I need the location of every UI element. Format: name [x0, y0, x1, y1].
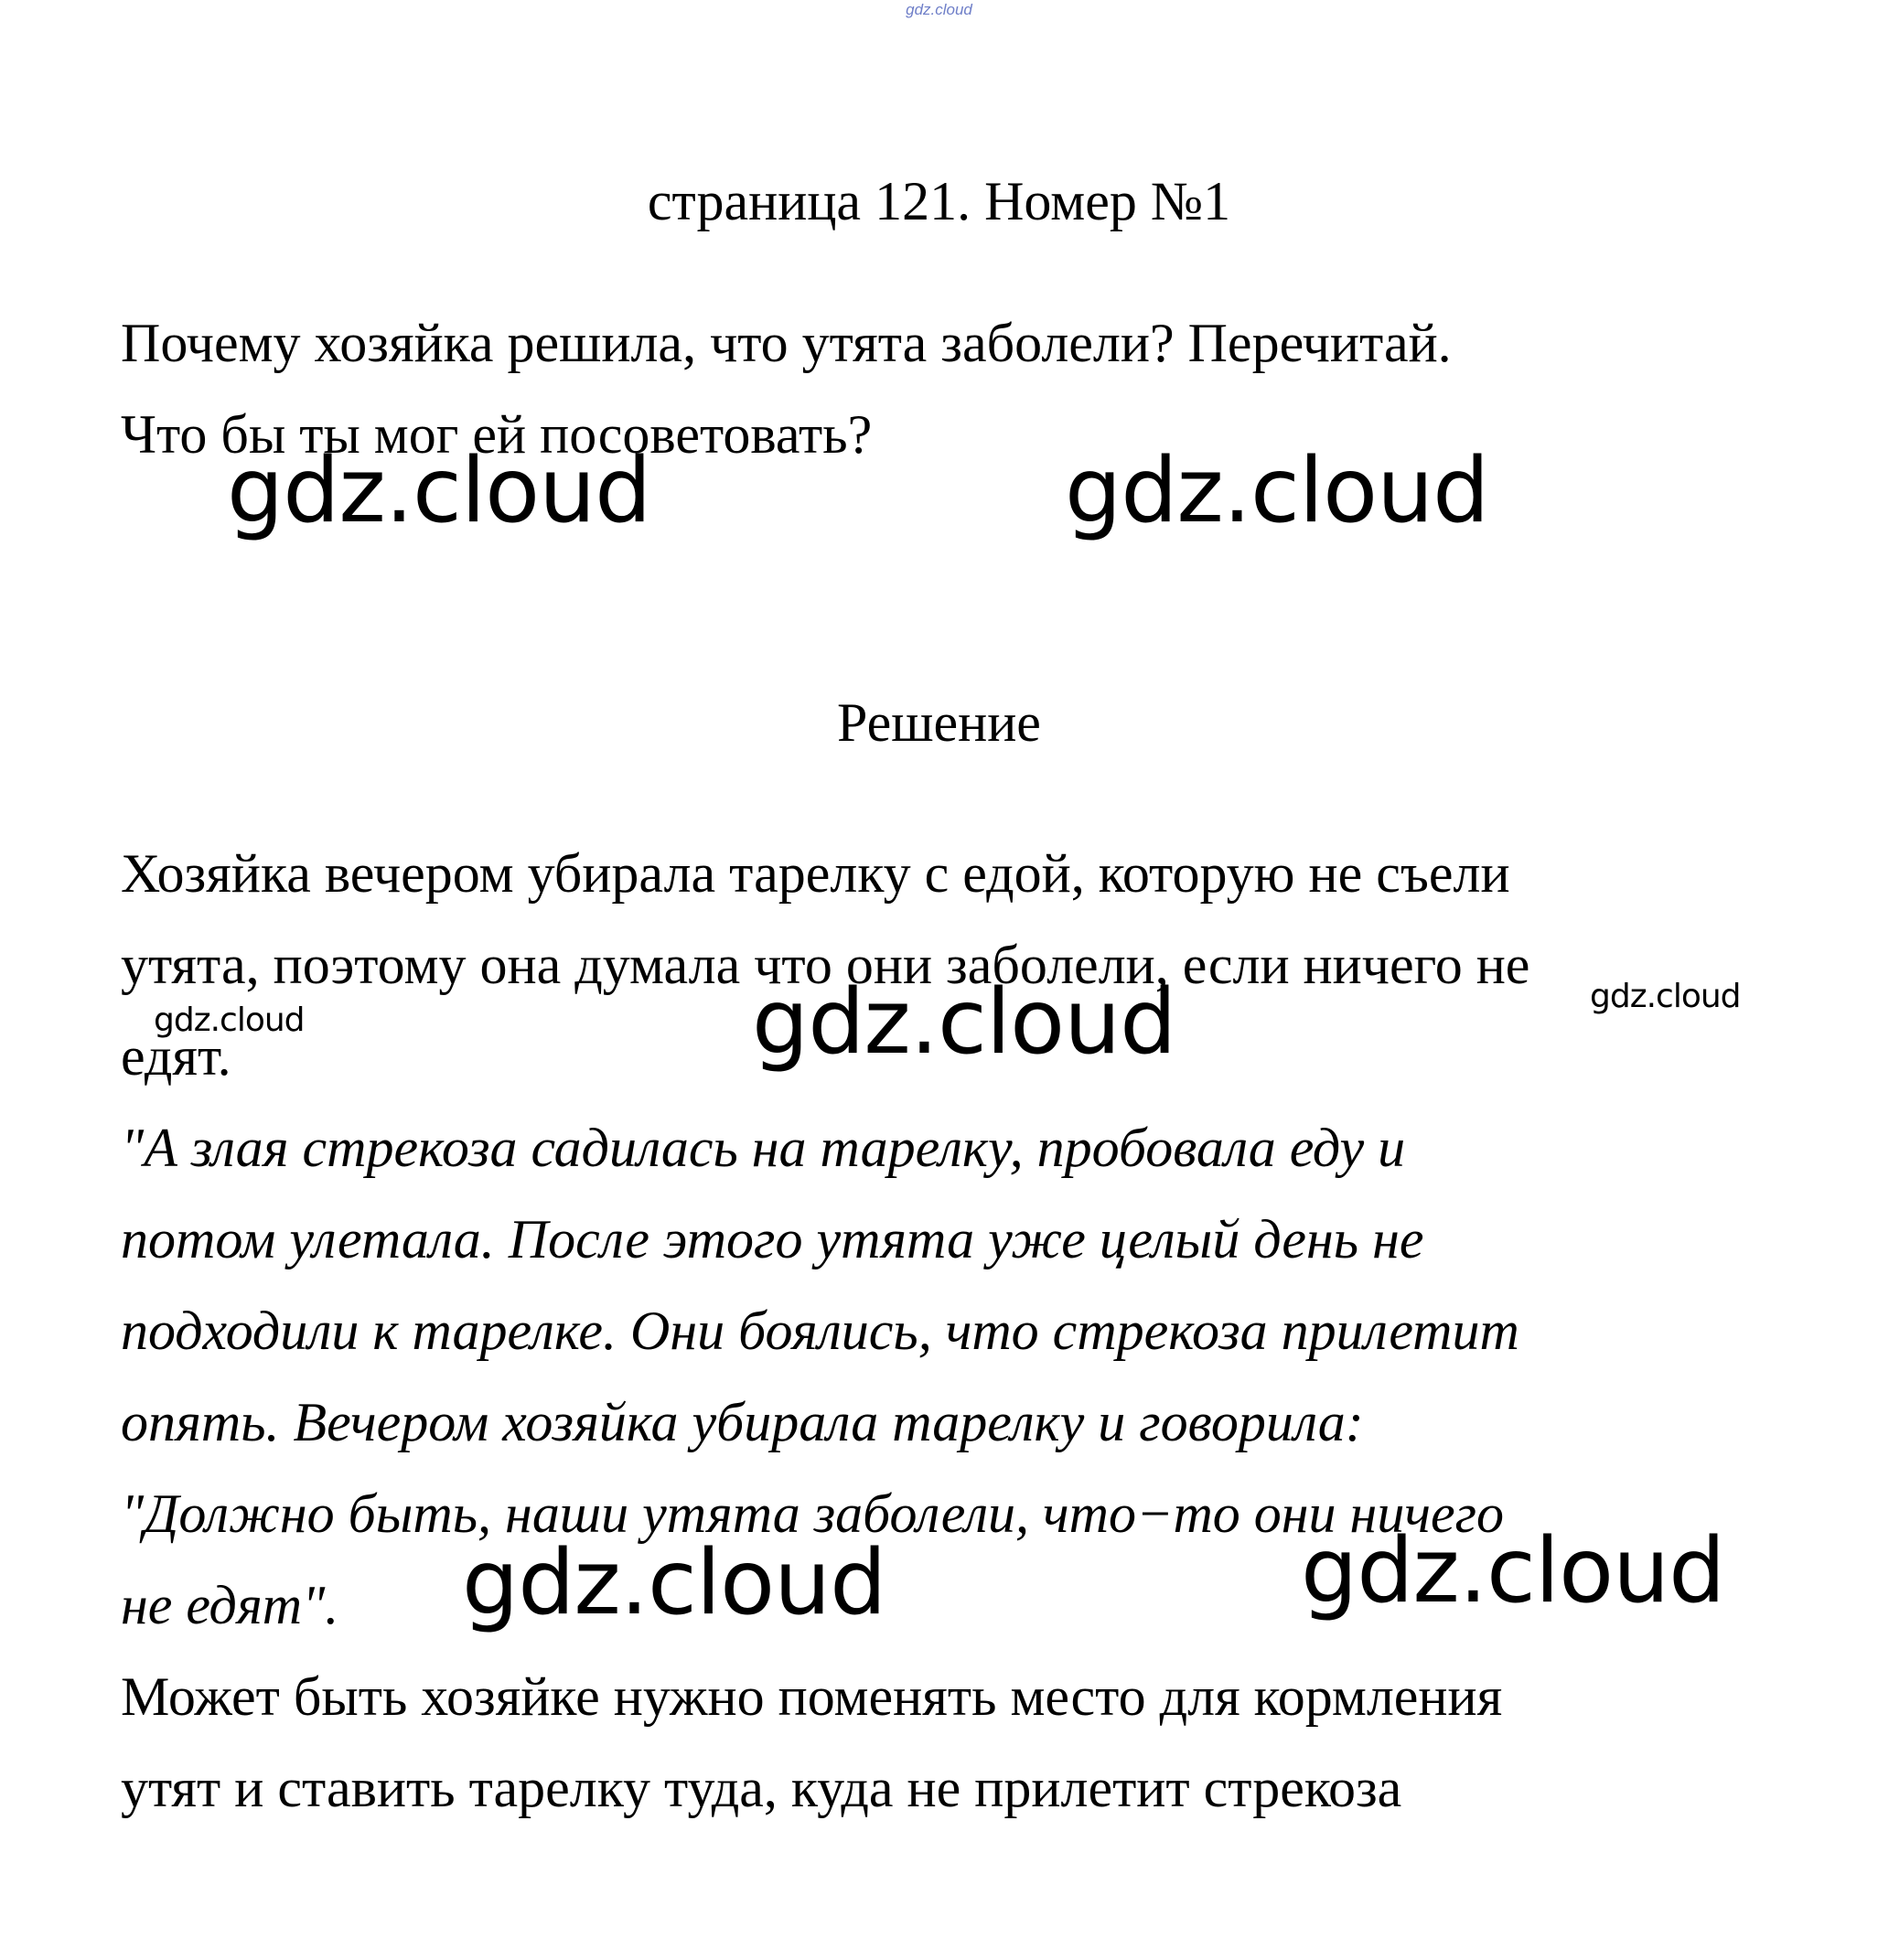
task-line: Почему хозяйка решила, что утята заболели? Перечитай.	[121, 313, 1452, 373]
advice-text	[121, 1651, 1767, 1834]
watermark: gdz.cloud	[154, 1001, 305, 1039]
quote-line: опять. Вечером хозяйка убирала тарелку и говорила:	[121, 1392, 1364, 1452]
watermark: gdz.cloud	[1065, 439, 1489, 543]
watermark: gdz.cloud	[1301, 1519, 1725, 1623]
watermark: gdz.cloud	[227, 439, 651, 543]
answer-line: Хозяйка вечером убирала тарелку с едой, которую не съели	[121, 843, 1510, 904]
quote-line: потом улетала. После этого утята уже целый день не	[121, 1209, 1424, 1269]
solution-heading: Решение	[837, 692, 1041, 753]
advice-line: утят и ставить тарелку туда, куда не прилетит стрекоза	[121, 1758, 1402, 1818]
quote-line: "Должно быть, наши утята заболели, что−то они ничего	[121, 1483, 1504, 1544]
top-watermark: gdz.cloud	[906, 1, 972, 18]
watermark: gdz.cloud	[462, 1531, 886, 1635]
answer-line: едят.	[121, 1026, 231, 1087]
advice-line: Может быть хозяйке нужно поменять место для кормления	[121, 1666, 1503, 1727]
quote-line: подходили к тарелке. Они боялись, что стрекоза прилетит	[121, 1301, 1519, 1361]
answer-line: утята, поэтому она думала что они заболели, если ничего не	[121, 935, 1530, 995]
quote-line: "А злая стрекоза садилась на тарелку, пробовала еду и	[121, 1118, 1406, 1178]
watermark: gdz.cloud	[752, 970, 1176, 1075]
quote-line: не едят".	[121, 1575, 339, 1635]
watermark: gdz.cloud	[1590, 978, 1741, 1015]
task-line: Что бы ты мог ей посоветовать?	[121, 404, 873, 465]
page-title: страница 121. Номер №1	[647, 171, 1231, 231]
